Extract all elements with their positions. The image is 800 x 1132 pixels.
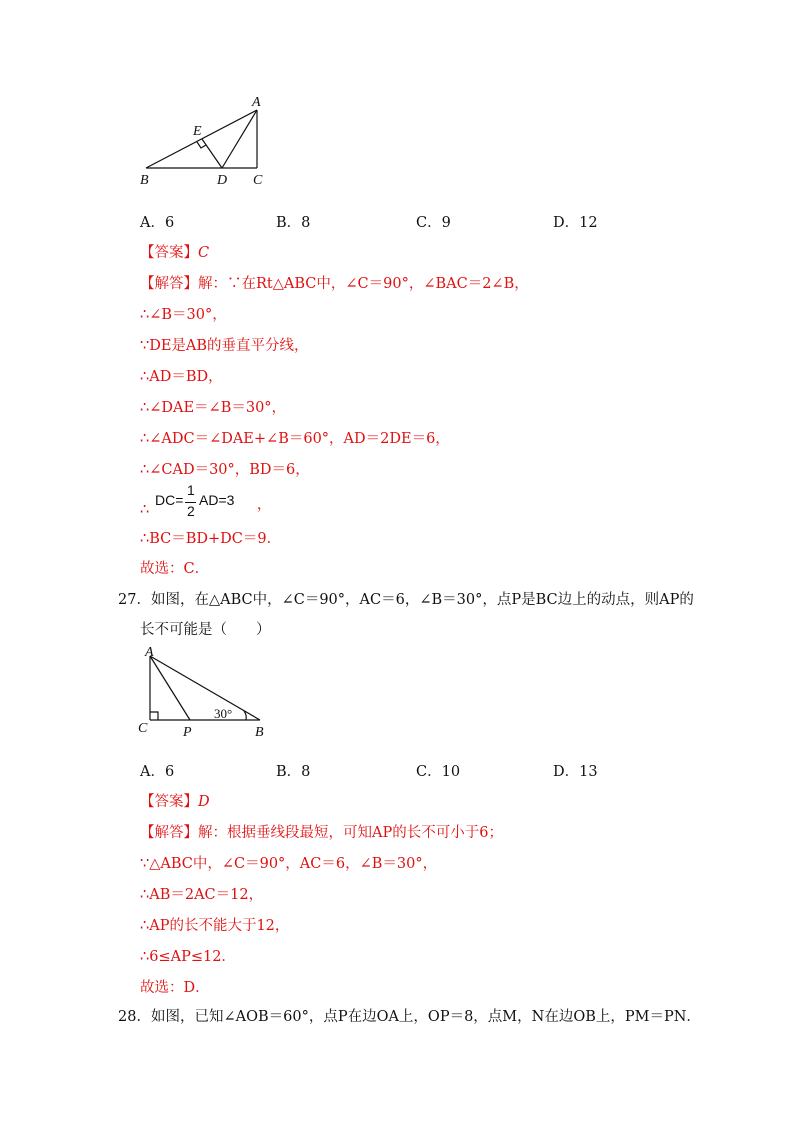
solution-tag: 【解答】 [140, 825, 198, 841]
choose-tag: 故选： [140, 561, 184, 577]
option-d: D．13 [553, 764, 598, 780]
label-c: C [138, 721, 148, 736]
solution-line-5: ∴∠DAE＝∠B＝30°， [140, 400, 287, 416]
solution-line-7: ∴∠CAD＝30°，BD＝6， [140, 462, 310, 478]
solution-line-2: ∴∠B＝30°， [140, 307, 227, 323]
figure-triangle-abc-2 [132, 642, 282, 742]
solution-line-3: ∵DE是AB的垂直平分线， [140, 338, 309, 354]
label-c: C [253, 173, 263, 188]
fraction-rhs: AD=3 [199, 492, 235, 508]
label-p: P [183, 725, 192, 740]
question-27-stem-2: 长不可能是（ ） [140, 622, 271, 638]
label-a: A [145, 645, 154, 660]
solution-line-4: ∴AD＝BD， [140, 369, 223, 385]
option-a: A．6 [140, 215, 175, 231]
therefore-symbol: ∴ [140, 502, 150, 518]
label-d: D [217, 173, 228, 188]
choose-line [140, 978, 210, 998]
solution-line-4: ∴AP的长不能大于12， [140, 918, 290, 934]
label-e: E [193, 124, 202, 139]
answer-line [140, 243, 209, 263]
solution-line-5: ∴6≤AP≤12． [140, 949, 236, 965]
solution-line-1 [140, 823, 503, 843]
answer-value: D [198, 794, 210, 810]
solution-text: 解：∵在Rt△ABC中，∠C＝90°，∠BAC＝2∠B， [198, 276, 529, 292]
solution-line-1 [140, 274, 529, 294]
option-b: B．8 [276, 215, 311, 231]
solution-line-3: ∴AB＝2AC＝12， [140, 887, 264, 903]
choose-value: D． [183, 980, 210, 996]
solution-text: 解：根据垂线段最短，可知AP的长不可小于6； [198, 825, 503, 841]
label-b: B [140, 173, 149, 188]
choose-line [140, 559, 209, 579]
label-angle: 30° [214, 706, 233, 721]
solution-line-6: ∴∠ADC＝∠DAE+∠B＝60°，AD＝2DE＝6， [140, 431, 450, 447]
fraction-comma: ， [257, 496, 271, 512]
solution-final-line: ∴BC＝BD+DC＝9． [140, 531, 282, 547]
answer-tag: 【答案】 [140, 794, 198, 810]
option-c: C．10 [416, 764, 461, 780]
question-27-stem-1: 27．如图，在△ABC中，∠C＝90°，AC＝6，∠B＝30°，点P是BC边上的动点，则AP的 [118, 592, 694, 608]
choose-value: C． [183, 561, 210, 577]
option-c: C．9 [416, 215, 451, 231]
solution-line-2: ∵△ABC中，∠C＝90°，AC＝6，∠B＝30°， [140, 856, 438, 872]
answer-line [140, 792, 210, 812]
label-b: B [255, 725, 264, 740]
answer-tag: 【答案】 [140, 245, 198, 261]
fraction-denominator: 2 [187, 503, 195, 519]
option-b: B．8 [276, 764, 311, 780]
fraction-lhs: DC= [155, 492, 184, 508]
option-d: D．12 [553, 215, 598, 231]
choose-tag: 故选： [140, 980, 184, 996]
label-a: A [252, 95, 261, 110]
figure-triangle-abc-1 [130, 90, 290, 190]
answer-value: C [198, 245, 210, 261]
fraction-numerator: 1 [187, 482, 195, 498]
solution-tag: 【解答】 [140, 276, 198, 292]
question-28-stem-1: 28．如图，已知∠AOB＝60°，点P在边OA上，OP＝8，点M，N在边OB上，PM＝PN． [118, 1009, 701, 1025]
option-a: A．6 [140, 764, 175, 780]
